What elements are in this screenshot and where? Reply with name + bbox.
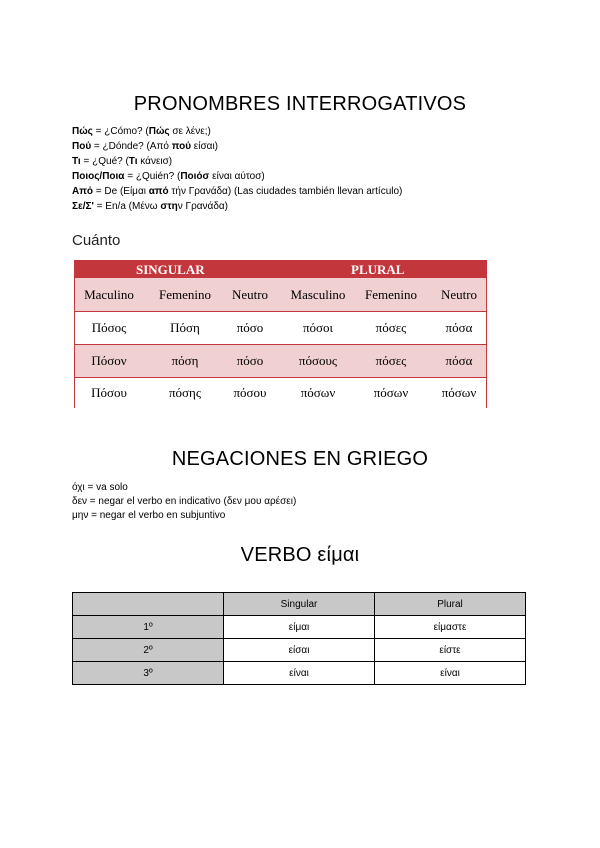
table-cell: πόσους	[298, 352, 338, 368]
page-title-pronombres: PRONOMBRES INTERROGATIVOS	[133, 93, 467, 115]
table-row	[73, 639, 526, 662]
bold-term: Ποιος/Ποια	[72, 171, 125, 182]
table-cell: 3º	[73, 662, 224, 685]
line-text: = ¿Quién? (	[124, 171, 181, 182]
table-cell: πόσο	[236, 352, 264, 368]
pronombre-line	[72, 140, 218, 154]
table-cell: πόσες	[375, 319, 407, 335]
verbo-table	[72, 592, 526, 685]
line-text: κάνεισ)	[137, 156, 173, 167]
table-cell: πόσων	[373, 384, 409, 400]
table-cell: πόσες	[375, 352, 407, 368]
header-cell	[73, 593, 224, 616]
negacion-line: όχι = va solo	[72, 482, 128, 493]
singular-label: SINGULAR	[136, 262, 205, 277]
table-cell: Πόση	[170, 319, 200, 335]
line-text: σε λένε;)	[169, 126, 211, 137]
line-text: είναι αύτοσ)	[209, 171, 265, 182]
table-cell: είναι	[375, 662, 526, 685]
line-text: ν Γρανάδα)	[177, 201, 228, 212]
table-cell: είμαι	[224, 616, 375, 639]
table-row	[73, 616, 526, 639]
pronombre-line	[72, 155, 172, 169]
cuanto-table-header	[74, 260, 487, 278]
table-cell: Πόσου	[91, 384, 127, 400]
cuanto-header-row	[74, 278, 487, 311]
line-text: τήν Γρανάδα) (Las ciudades también llevan artículo)	[168, 186, 403, 197]
line-text: είσαι)	[191, 141, 218, 152]
bold-term: από	[148, 186, 169, 197]
table-cell: πόσο	[236, 319, 264, 335]
negacion-line: δεν = negar el verbo en indicativo (δεν μου αρέσει)	[72, 496, 297, 507]
header-cell: Femenino	[365, 286, 417, 302]
line-text: = De (Είμαι	[93, 186, 149, 197]
table-row	[74, 311, 487, 344]
header-cell: Femenino	[159, 286, 211, 302]
header-cell: Masculino	[290, 286, 346, 302]
table-row	[74, 377, 487, 408]
bold-term: Πού	[72, 141, 92, 152]
table-cell: είναι	[224, 662, 375, 685]
header-cell: Maculino	[84, 286, 134, 302]
table-cell: είμαστε	[375, 616, 526, 639]
header-cell: Singular	[224, 593, 375, 616]
verbo-header-row	[73, 593, 526, 616]
pronombre-line	[72, 170, 265, 184]
table-cell: πόσης	[168, 384, 202, 400]
pronombre-line	[72, 185, 402, 199]
table-cell: πόσα	[445, 319, 473, 335]
line-text: = ¿Cómo? (	[92, 126, 149, 137]
table-cell: είστε	[375, 639, 526, 662]
bold-term: Από	[72, 186, 93, 197]
header-cell: Neutro	[231, 286, 269, 302]
table-row	[73, 662, 526, 685]
table-cell: πόσα	[445, 352, 473, 368]
row-divider	[74, 377, 487, 378]
table-cell: πόσοι	[302, 319, 334, 335]
line-text: = ¿Dónde? (Από	[91, 141, 172, 152]
header-cell: Neutro	[440, 286, 478, 302]
table-cell: Πόσον	[91, 352, 127, 368]
table-cell: είσαι	[224, 639, 375, 662]
header-cell: Plural	[375, 593, 526, 616]
table-cell: πόσου	[233, 384, 267, 400]
bold-term: Πώς	[148, 126, 170, 137]
table-cell: 2º	[73, 639, 224, 662]
bold-term: Ποιόσ	[180, 171, 210, 182]
page-title-negaciones: NEGACIONES EN GRIEGO	[171, 448, 429, 470]
line-text: = ¿Qué? (	[80, 156, 129, 167]
table-cell: πόση	[171, 352, 199, 368]
table-cell: πόσων	[441, 384, 477, 400]
pronombre-line	[72, 200, 228, 214]
plural-label: PLURAL	[351, 262, 405, 277]
page-title-verbo: VERBO είμαι	[240, 544, 360, 566]
bold-term: Τι	[72, 156, 81, 167]
bold-term: Πώς	[72, 126, 93, 137]
bold-term: Τι	[128, 156, 138, 167]
line-text: = En/a (Μένω	[93, 201, 161, 212]
cuanto-heading: Cuánto	[72, 232, 121, 249]
table-cell: 1º	[73, 616, 224, 639]
negacion-line: μην = negar el verbo en subjuntivo	[72, 510, 226, 521]
table-cell: πόσων	[300, 384, 336, 400]
row-divider	[74, 311, 487, 312]
bold-term: Σε/Σ'	[72, 201, 94, 212]
table-row	[74, 344, 487, 377]
bold-term: στη	[160, 201, 178, 212]
row-divider	[74, 344, 487, 345]
bold-term: πού	[171, 141, 192, 152]
table-cell: Πόσος	[91, 319, 127, 335]
pronombre-line	[72, 125, 211, 139]
cuanto-table	[74, 260, 487, 408]
